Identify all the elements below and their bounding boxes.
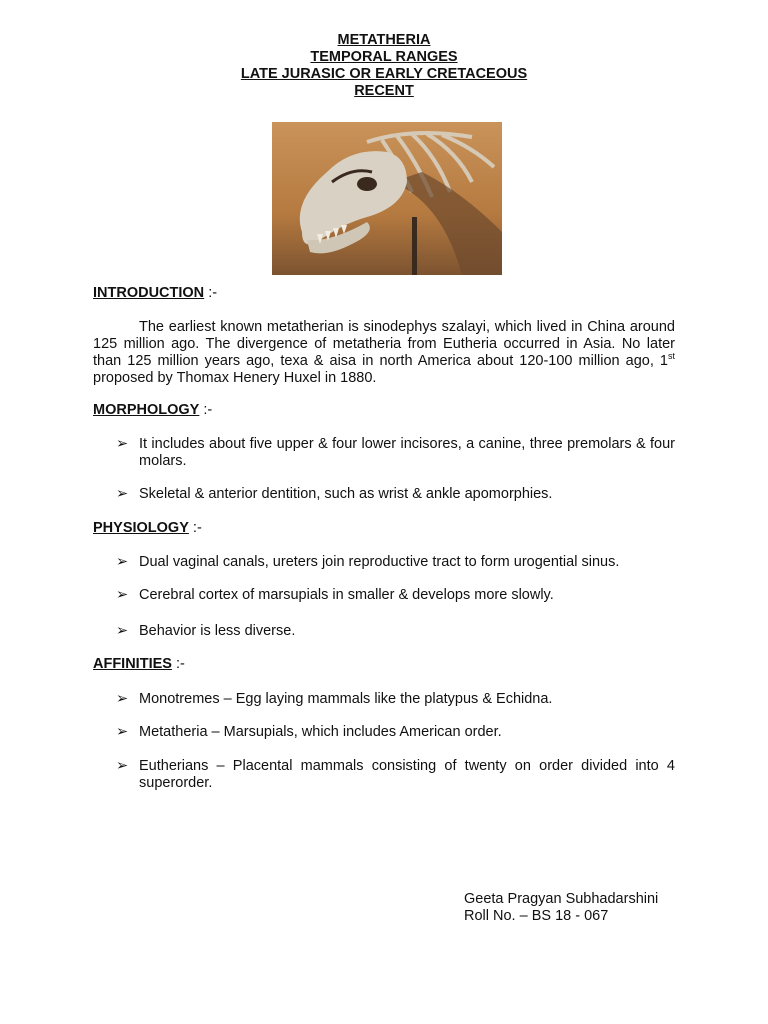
header-subtitle: TEMPORAL RANGES bbox=[310, 49, 458, 65]
arrow-bullet-icon: ➢ bbox=[116, 587, 129, 603]
list-item: ➢ Metatheria – Marsupials, which includes American order. bbox=[116, 724, 502, 740]
header-recent: RECENT bbox=[354, 83, 414, 99]
list-item: ➢ Behavior is less diverse. bbox=[116, 623, 296, 639]
skeleton-photo bbox=[272, 122, 502, 275]
arrow-bullet-icon: ➢ bbox=[116, 623, 129, 639]
affinities-heading: AFFINITIES :- bbox=[93, 656, 185, 672]
arrow-bullet-icon: ➢ bbox=[116, 691, 129, 707]
list-item: ➢ It includes about five upper & four lower incisores, a canine, three premolars & four molars. bbox=[116, 436, 675, 469]
arrow-bullet-icon: ➢ bbox=[116, 436, 129, 452]
arrow-bullet-icon: ➢ bbox=[116, 758, 129, 774]
morphology-heading: MORPHOLOGY :- bbox=[93, 402, 213, 418]
roll-number: Roll No. – BS 18 - 067 bbox=[464, 908, 609, 924]
list-item: ➢ Dual vaginal canals, ureters join reproductive tract to form urogential sinus. bbox=[116, 554, 620, 570]
list-item: ➢ Monotremes – Egg laying mammals like the platypus & Echidna. bbox=[116, 691, 553, 707]
arrow-bullet-icon: ➢ bbox=[116, 486, 129, 502]
author-name: Geeta Pragyan Subhadarshini bbox=[464, 891, 659, 907]
introduction-paragraph: The earliest known metatherian is sinodephys szalayi, which lived in China around 125 million ago. The divergence of metatheria from Eutheria occurred in Asia. No later than 125 million years ago, texa & aisa in north America about 120-100 million ago, 1st proposed by Thomax Henery Huxel in 1880. bbox=[93, 319, 675, 386]
physiology-heading: PHYSIOLOGY :- bbox=[93, 520, 202, 536]
author-signature bbox=[464, 891, 658, 925]
list-item: ➢ Cerebral cortex of marsupials in smaller & develops more slowly. bbox=[116, 587, 554, 603]
header-period: LATE JURASIC OR EARLY CRETACEOUS bbox=[240, 66, 528, 82]
header-title: METATHERIA bbox=[337, 32, 431, 48]
list-item: ➢ Eutherians – Placental mammals consisting of twenty on order divided into 4 superorder. bbox=[116, 758, 675, 791]
arrow-bullet-icon: ➢ bbox=[116, 724, 129, 740]
skull-illustration bbox=[272, 122, 502, 275]
introduction-heading: INTRODUCTION :- bbox=[93, 285, 218, 301]
document-header bbox=[0, 32, 768, 100]
arrow-bullet-icon: ➢ bbox=[116, 554, 129, 570]
list-item: ➢ Skeletal & anterior dentition, such as wrist & ankle apomorphies. bbox=[116, 486, 553, 502]
